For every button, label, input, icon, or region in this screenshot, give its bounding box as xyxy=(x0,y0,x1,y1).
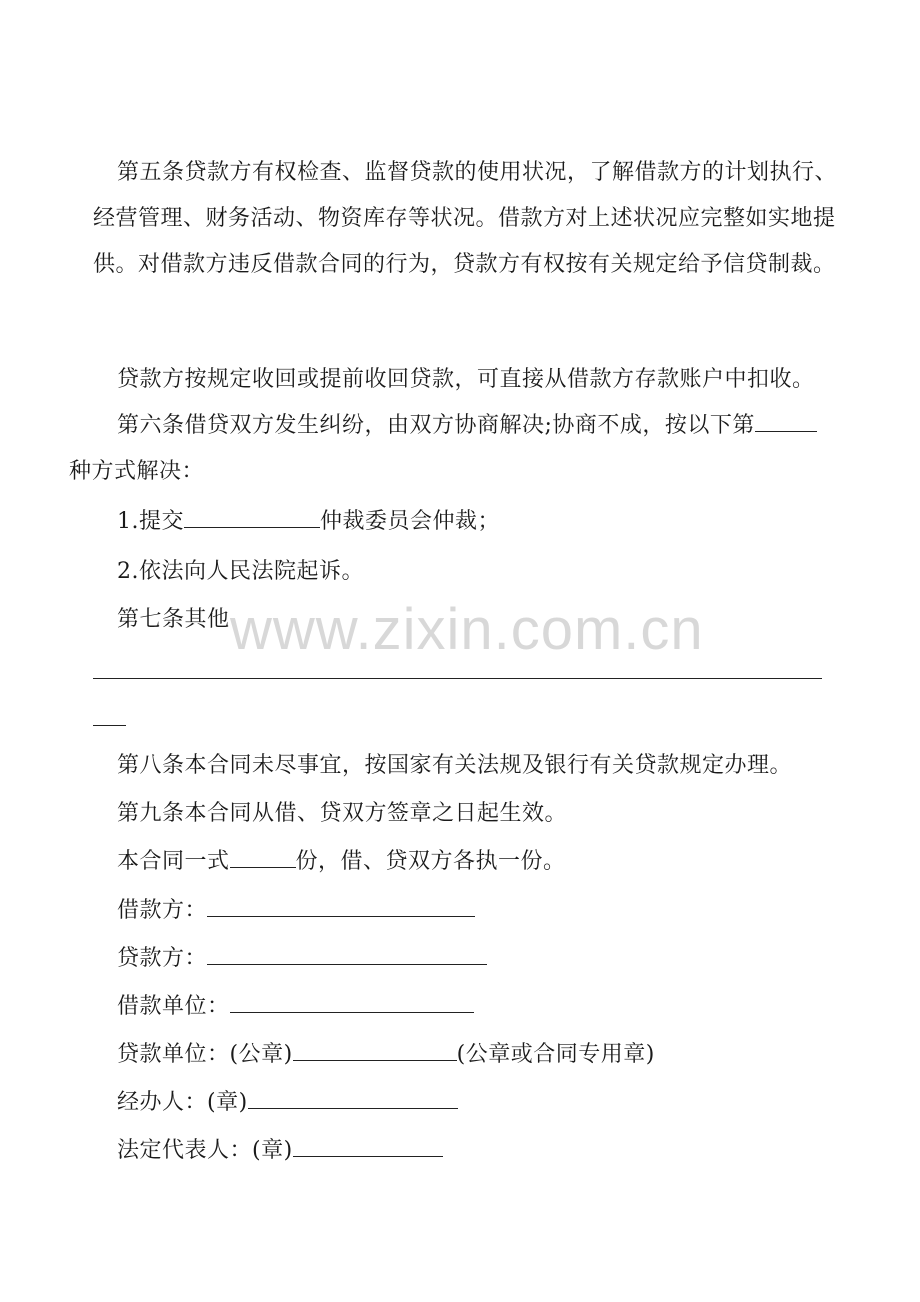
lender-unit-blank xyxy=(293,1040,457,1061)
article-6-text: 第六条借贷双方发生纠纷，由双方协商解决;协商不成，按以下第 xyxy=(117,413,755,438)
borrower-unit-label: 借款单位： xyxy=(117,994,230,1019)
handler-blank xyxy=(248,1088,458,1109)
handler-label: 经办人：(章) xyxy=(117,1090,248,1115)
article-7-blank-line-1 xyxy=(93,678,822,679)
lender-label: 贷款方： xyxy=(117,946,208,971)
option-1-text-cont: 仲裁委员会仲裁； xyxy=(320,509,501,534)
lender-blank xyxy=(207,944,487,965)
lender-unit-line xyxy=(93,1032,838,1078)
dispute-method-blank xyxy=(755,411,817,432)
option-2-line: 2.依法向人民法院起诉。 xyxy=(117,559,364,584)
lender-line xyxy=(93,936,838,982)
option-1-text: 1.提交 xyxy=(117,509,184,534)
borrower-unit-line xyxy=(93,984,838,1030)
handler-line xyxy=(93,1080,838,1126)
article-9-line: 第九条本合同从借、贷双方签章之日起生效。 xyxy=(117,801,568,826)
article-5-paragraph-2: 贷款方按规定收回或提前收回贷款，可直接从借款方存款账户中扣收。 xyxy=(117,367,815,392)
copies-text: 本合同一式 xyxy=(117,849,230,874)
watermark: www.zixin.com.cn xyxy=(230,597,704,662)
article-6-paragraph xyxy=(69,403,838,495)
legal-rep-line xyxy=(93,1128,838,1174)
borrower-line xyxy=(93,888,838,934)
article-5-paragraph-1: 第五条贷款方有权检查、监督贷款的使用状况，了解借款方的计划执行、经营管理、财务活动、物资库存等状况。借款方对上述状况应完整如实地提供。对借款方违反借款合同的行为，贷款方有权按有关规定给予信贷制裁。 xyxy=(93,160,838,277)
borrower-unit-blank xyxy=(230,992,474,1013)
copies-text-cont: 份，借、贷双方各执一份。 xyxy=(295,849,566,874)
borrower-blank xyxy=(207,896,475,917)
legal-rep-blank xyxy=(293,1136,443,1157)
borrower-label: 借款方： xyxy=(117,898,208,923)
lender-unit-label: 贷款单位：(公章) xyxy=(117,1042,293,1067)
arbitration-committee-blank xyxy=(184,507,320,528)
copies-line xyxy=(93,839,838,885)
article-7-line: 第七条其他 xyxy=(117,607,230,632)
copies-count-blank xyxy=(230,847,296,868)
article-7-blank-line-2 xyxy=(93,725,126,726)
legal-rep-label: 法定代表人：(章) xyxy=(117,1138,293,1163)
article-6-text-cont: 种方式解决： xyxy=(69,459,205,484)
option-1-line xyxy=(93,499,838,545)
lender-unit-seal-note: (公章或合同专用章) xyxy=(456,1042,655,1067)
article-8-line: 第八条本合同未尽事宜，按国家有关法规及银行有关贷款规定办理。 xyxy=(117,753,793,778)
